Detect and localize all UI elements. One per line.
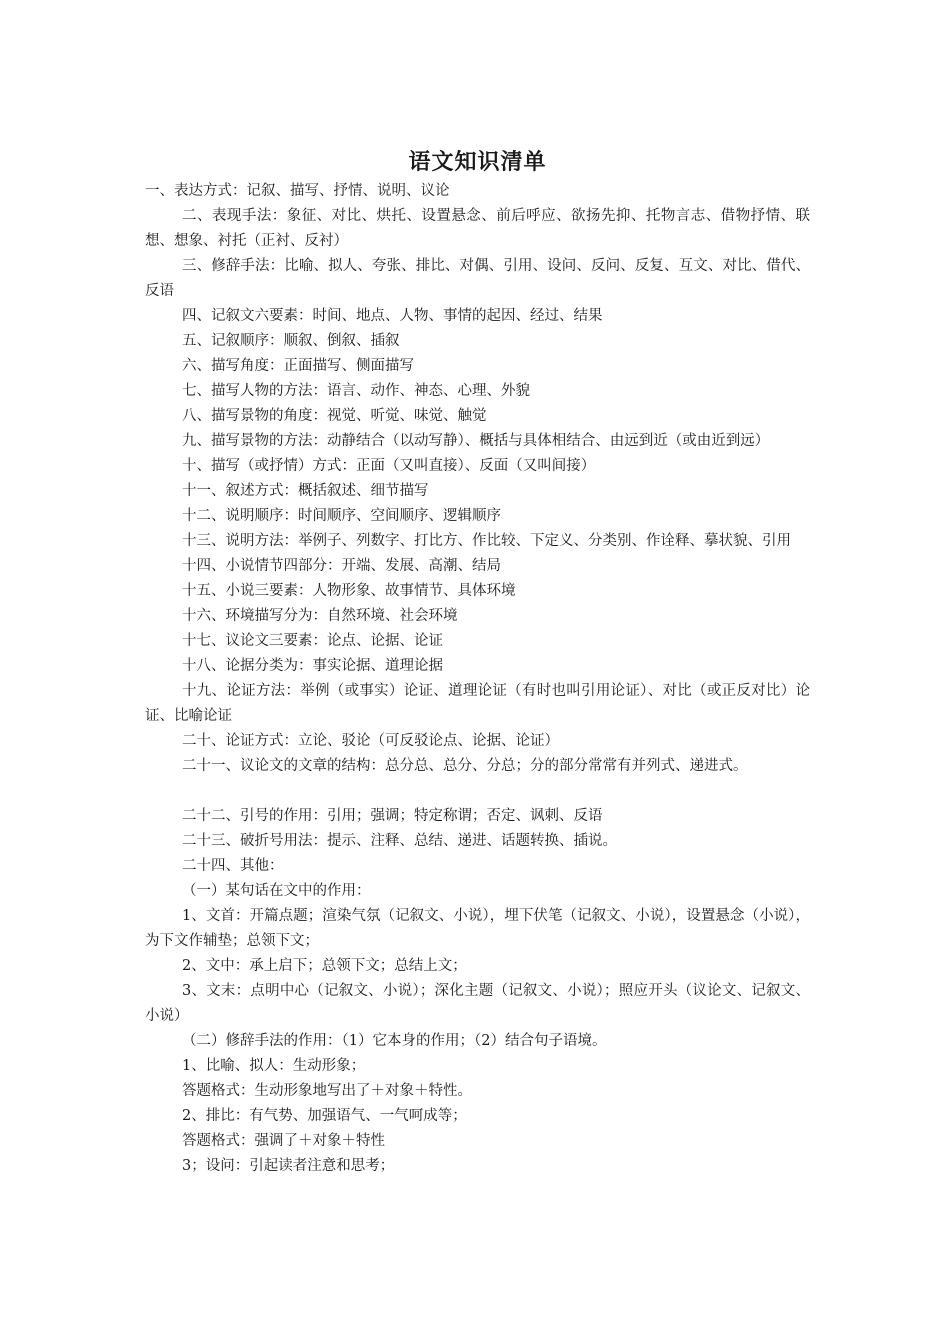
paragraph: 答题格式：强调了＋对象＋特性: [182, 1133, 385, 1149]
paragraph: 2、文中：承上启下；总领下文；总结上文；: [182, 958, 467, 974]
paragraph: 十三、说明方法：举例子、列数字、打比方、作比较、下定义、分类别、作诠释、摹状貌、引用: [182, 533, 791, 549]
paragraph: 四、记叙文六要素：时间、地点、人物、事情的起因、经过、结果: [182, 308, 603, 324]
paragraph: 十、描写（或抒情）方式：正面（又叫直接）、反面（又叫间接）: [182, 458, 596, 474]
paragraph: 五、记叙顺序：顺叙、倒叙、插叙: [182, 333, 400, 349]
paragraph: 3；设问：引起读者注意和思考；: [182, 1158, 395, 1174]
paragraph: 九、描写景物的方法：动静结合（以动写静）、概括与具体相结合、由远到近（或由近到远）: [182, 433, 770, 449]
document-title: 语文知识清单: [408, 149, 547, 175]
paragraph: 答题格式：生动形象地写出了＋对象＋特性。: [182, 1083, 472, 1099]
paragraph: 二十二、引号的作用：引用；强调；特定称谓；否定、讽刺、反语: [182, 808, 603, 824]
paragraph: 十四、小说情节四部分：开端、发展、高潮、结局: [182, 558, 501, 574]
blank-line: [145, 779, 810, 804]
paragraph: 二十、论证方式：立论、驳论（可反驳论点、论据、论证）: [182, 733, 559, 749]
document-body: [145, 179, 810, 1179]
paragraph: 十九、论证方法：举例（或事实）论证、道理论证（有时也叫引用论证）、对比（或正反对比）论证、比喻论证: [145, 683, 810, 724]
paragraph: 八、描写景物的角度：视觉、听觉、味觉、触觉: [182, 408, 487, 424]
paragraph: 三、修辞手法：比喻、拟人、夸张、排比、对偶、引用、设问、反问、反复、互文、对比、借代、反语: [145, 258, 810, 299]
paragraph: 十二、说明顺序：时间顺序、空间顺序、逻辑顺序: [182, 508, 501, 524]
paragraph: 二、表现手法：象征、对比、烘托、设置悬念、前后呼应、欲扬先抑、托物言志、借物抒情、联想、想象、衬托（正衬、反衬）: [145, 208, 810, 249]
paragraph: 十一、叙述方式：概括叙述、细节描写: [182, 483, 429, 499]
paragraph: 六、描写角度：正面描写、侧面描写: [182, 358, 414, 374]
paragraph: （二）修辞手法的作用：（1）它本身的作用；（2）结合句子语境。: [182, 1033, 607, 1049]
paragraph: 2、排比：有气势、加强语气、一气呵成等；: [182, 1108, 467, 1124]
paragraph: 一、表达方式：记叙、描写、抒情、说明、议论: [145, 183, 450, 199]
paragraph: 十六、环境描写分为：自然环境、社会环境: [182, 608, 458, 624]
paragraph: 1、比喻、拟人：生动形象；: [182, 1058, 366, 1074]
paragraph: 1、文首：开篇点题；渲染气氛（记叙文、小说），埋下伏笔（记叙文、小说），设置悬念（小说），为下文作辅垫；总领下文；: [145, 908, 810, 949]
paragraph: 二十一、议论文的文章的结构：总分总、总分、分总；分的部分常常有并列式、递进式。: [182, 758, 748, 774]
paragraph: （一）某句话在文中的作用：: [182, 883, 371, 899]
paragraph: 二十四、其他：: [182, 858, 284, 874]
paragraph: 七、描写人物的方法：语言、动作、神态、心理、外貌: [182, 383, 530, 399]
paragraph: 十七、议论文三要素：论点、论据、论证: [182, 633, 443, 649]
paragraph: 十五、小说三要素：人物形象、故事情节、具体环境: [182, 583, 516, 599]
paragraph: 十八、论据分类为：事实论据、道理论据: [182, 658, 443, 674]
paragraph: 二十三、破折号用法：提示、注释、总结、递进、话题转换、插说。: [182, 833, 617, 849]
paragraph: 3、文末：点明中心（记叙文、小说）；深化主题（记叙文、小说）；照应开头（议论文、记叙文、小说）: [145, 983, 810, 1024]
document-page: [145, 148, 810, 1179]
